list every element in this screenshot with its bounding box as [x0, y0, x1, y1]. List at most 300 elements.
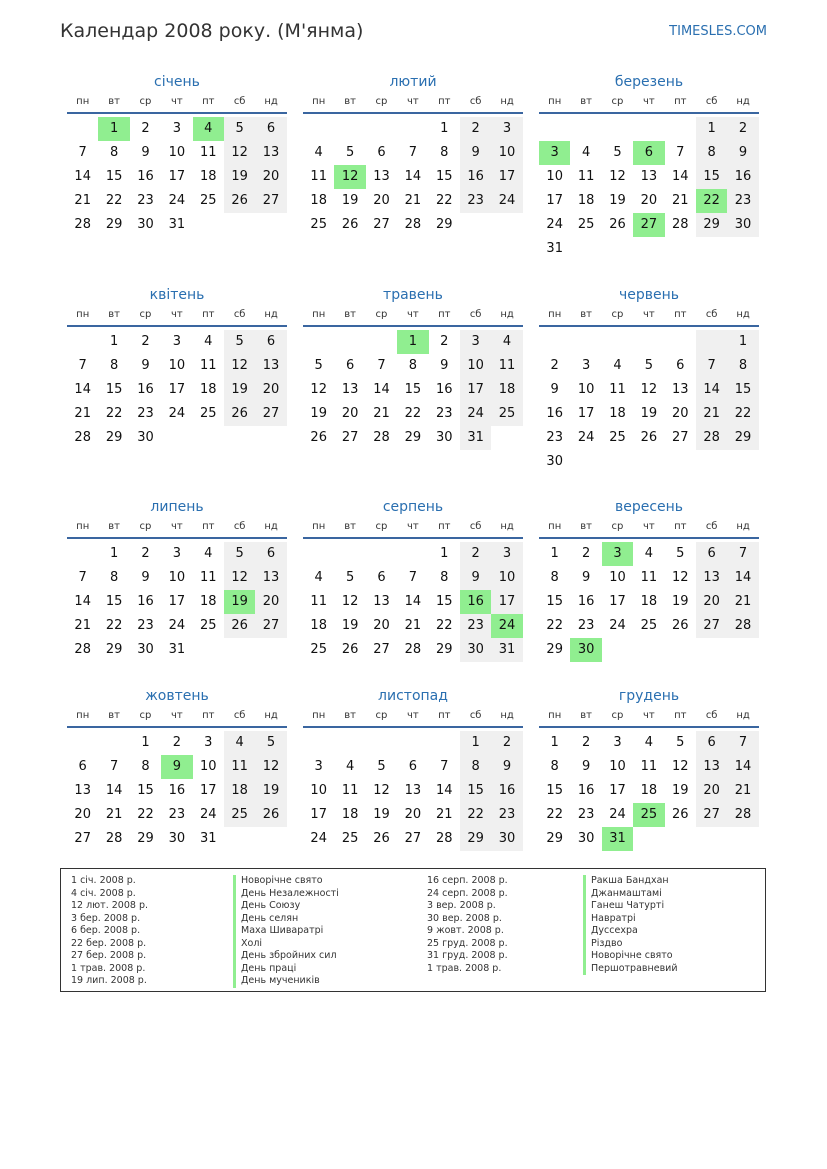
day-cell: 3: [491, 117, 522, 141]
day-cell: 18: [341, 807, 359, 822]
week-row: [303, 638, 523, 662]
day-cell: 26: [671, 618, 689, 633]
day-cell: 12: [224, 141, 255, 165]
empty-cell: [727, 450, 758, 474]
day-cell: 14: [404, 594, 422, 609]
day-cell: 5: [224, 117, 255, 141]
day-cell: 19: [373, 807, 390, 822]
empty-cell: [633, 117, 664, 141]
empty-cell: [602, 638, 633, 662]
weekday-label: пт: [438, 96, 451, 107]
month-7: [67, 497, 287, 662]
day-cell: 22: [105, 618, 123, 633]
day-cell: 14: [671, 169, 689, 184]
empty-cell: [67, 542, 98, 566]
day-cell: 22: [727, 402, 758, 426]
day-cell: 19: [671, 783, 689, 798]
day-cell: 27: [696, 614, 727, 638]
day-cell: 27: [404, 831, 422, 846]
empty-cell: [224, 827, 255, 851]
day-cell: 9: [141, 358, 150, 373]
day-cell: 17: [199, 783, 217, 798]
day-cell: 5: [255, 731, 286, 755]
week-row: [303, 803, 523, 827]
day-cell: 23: [137, 618, 154, 633]
weekday-label: вт: [108, 710, 120, 721]
weekday-label: ср: [611, 710, 624, 721]
weekday-label: чт: [407, 96, 419, 107]
day-cell: 23: [577, 618, 595, 633]
holiday-day: 12: [334, 165, 365, 189]
day-cell: 27: [255, 189, 286, 213]
week-row: [67, 402, 287, 426]
day-cell: 16: [137, 169, 154, 184]
day-cell: 26: [224, 189, 255, 213]
day-cell: 2: [141, 334, 150, 349]
day-cell: 28: [105, 831, 123, 846]
day-cell: 10: [460, 354, 491, 378]
week-row: [539, 450, 759, 474]
day-cell: 22: [404, 406, 422, 421]
weekday-label: нд: [264, 96, 278, 107]
day-cell: 30: [546, 454, 563, 469]
day-cell: 2: [141, 121, 150, 136]
empty-cell: [491, 213, 522, 237]
empty-cell: [193, 213, 224, 237]
day-cell: 19: [640, 406, 658, 421]
day-cell: 16: [546, 406, 563, 421]
weekday-label: сб: [705, 96, 718, 107]
week-row: [67, 141, 287, 165]
day-cell: 2: [727, 117, 758, 141]
day-cell: 16: [727, 165, 758, 189]
month-name: вересень: [614, 499, 684, 515]
day-cell: 9: [460, 566, 491, 590]
weekday-label: чт: [171, 710, 183, 721]
week-row: [539, 803, 759, 827]
day-cell: 10: [609, 570, 626, 585]
legend-entry: 1 січ. 2008 р.: [71, 875, 136, 886]
day-cell: 23: [460, 614, 491, 638]
day-cell: 5: [676, 546, 685, 561]
day-cell: 16: [137, 382, 154, 397]
day-cell: 9: [141, 145, 150, 160]
day-cell: 26: [224, 614, 255, 638]
day-cell: 6: [255, 542, 286, 566]
day-cell: 13: [255, 566, 286, 590]
day-cell: 2: [581, 546, 591, 561]
day-cell: 12: [373, 783, 390, 798]
day-cell: 6: [255, 330, 286, 354]
day-cell: 7: [408, 570, 417, 585]
day-cell: 6: [408, 759, 417, 774]
weekday-label: чт: [643, 710, 655, 721]
weekday-label: сб: [233, 96, 246, 107]
weekday-label: сб: [233, 521, 246, 532]
day-cell: 3: [581, 358, 591, 373]
day-cell: 14: [404, 169, 422, 184]
day-cell: 25: [199, 406, 217, 421]
day-cell: 28: [435, 831, 453, 846]
weekday-label: пт: [202, 309, 215, 320]
day-cell: 2: [460, 117, 491, 141]
day-cell: 18: [199, 382, 217, 397]
day-cell: 20: [255, 590, 286, 614]
day-cell: 14: [435, 783, 453, 798]
legend-entry: Новорічне свято: [233, 875, 339, 888]
day-cell: 18: [310, 618, 327, 633]
day-cell: 16: [168, 783, 186, 798]
day-cell: 26: [373, 831, 390, 846]
day-cell: 1: [460, 731, 491, 755]
day-cell: 5: [314, 358, 323, 373]
day-cell: 24: [609, 618, 626, 633]
week-row: [539, 779, 759, 803]
day-cell: 30: [460, 638, 491, 662]
week-row: [67, 827, 287, 851]
day-cell: 9: [491, 755, 522, 779]
day-cell: 5: [644, 358, 653, 373]
day-cell: 29: [460, 827, 491, 851]
weekday-label: вт: [580, 710, 592, 721]
week-row: [539, 638, 759, 662]
weekday-label: чт: [643, 96, 655, 107]
month-name: листопад: [378, 688, 448, 704]
day-cell: 15: [404, 382, 422, 397]
day-cell: 24: [168, 406, 186, 421]
day-cell: 12: [224, 354, 255, 378]
day-cell: 12: [640, 382, 658, 397]
weekday-label: вт: [580, 96, 592, 107]
weekday-header: [303, 305, 523, 327]
empty-cell: [696, 237, 727, 261]
empty-cell: [255, 426, 286, 450]
month-name: травень: [383, 287, 443, 303]
day-cell: 3: [460, 330, 491, 354]
day-cell: 15: [460, 779, 491, 803]
day-cell: 10: [168, 358, 186, 373]
day-cell: 28: [671, 217, 689, 232]
weekday-label: пн: [76, 521, 90, 532]
weekday-label: нд: [264, 521, 278, 532]
weekday-label: чт: [171, 309, 183, 320]
week-row: [539, 731, 759, 755]
empty-cell: [602, 117, 633, 141]
day-cell: 14: [727, 566, 758, 590]
empty-cell: [633, 330, 664, 354]
weekday-label: чт: [171, 521, 183, 532]
weekday-label: пн: [548, 309, 562, 320]
day-cell: 9: [727, 141, 758, 165]
legend-entry: Дуссехра: [583, 925, 678, 938]
day-cell: 15: [105, 169, 123, 184]
week-row: [303, 354, 523, 378]
empty-cell: [633, 827, 664, 851]
day-cell: 1: [440, 121, 449, 136]
legend-entry: День Союзу: [233, 900, 339, 913]
weekday-label: нд: [736, 521, 750, 532]
day-cell: 15: [435, 594, 453, 609]
day-cell: 25: [640, 618, 658, 633]
day-cell: 10: [491, 566, 522, 590]
weekday-label: нд: [500, 96, 514, 107]
legend-entry: Навратрі: [583, 913, 678, 926]
day-cell: 24: [546, 217, 563, 232]
day-cell: 23: [460, 189, 491, 213]
weekday-label: вт: [108, 521, 120, 532]
holiday-day: 19: [224, 590, 255, 614]
day-cell: 27: [373, 217, 390, 232]
day-cell: 22: [435, 193, 453, 208]
day-cell: 1: [727, 330, 758, 354]
day-cell: 29: [105, 642, 123, 657]
day-cell: 1: [109, 334, 119, 349]
day-cell: 10: [546, 169, 563, 184]
day-cell: 18: [199, 169, 217, 184]
day-cell: 22: [460, 803, 491, 827]
day-cell: 1: [696, 117, 727, 141]
empty-cell: [665, 638, 696, 662]
weekday-header: [67, 92, 287, 114]
legend-entry: 24 серп. 2008 р.: [427, 887, 508, 899]
brand-link[interactable]: TIMESLES.COM: [669, 24, 767, 39]
day-cell: 26: [609, 217, 626, 232]
day-cell: 12: [671, 570, 689, 585]
day-cell: 19: [341, 193, 359, 208]
weekday-label: чт: [643, 521, 655, 532]
day-cell: 31: [168, 217, 186, 232]
weekday-label: ср: [139, 521, 152, 532]
week-row: [303, 330, 523, 354]
day-cell: 1: [141, 735, 150, 750]
day-cell: 8: [550, 570, 559, 585]
week-row: [303, 426, 523, 450]
weekday-header: [303, 517, 523, 539]
legend-entry: Холі: [233, 938, 339, 951]
day-cell: 21: [74, 618, 91, 633]
day-cell: 14: [373, 382, 390, 397]
day-cell: 9: [550, 382, 559, 397]
day-cell: 14: [74, 169, 91, 184]
weekday-label: вт: [108, 96, 120, 107]
day-cell: 4: [314, 570, 323, 585]
day-cell: 13: [74, 783, 91, 798]
day-cell: 1: [440, 546, 449, 561]
day-cell: 28: [727, 614, 758, 638]
day-cell: 20: [255, 165, 286, 189]
day-cell: 1: [109, 546, 119, 561]
day-cell: 17: [310, 807, 327, 822]
day-cell: 21: [404, 618, 422, 633]
empty-cell: [696, 638, 727, 662]
empty-cell: [397, 731, 428, 755]
day-cell: 17: [168, 594, 186, 609]
week-row: [303, 213, 523, 237]
day-cell: 4: [613, 358, 622, 373]
week-row: [539, 354, 759, 378]
weekday-header: [539, 305, 759, 327]
week-row: [539, 827, 759, 851]
week-row: [303, 378, 523, 402]
day-cell: 25: [310, 642, 327, 657]
day-cell: 30: [137, 642, 154, 657]
day-cell: 23: [546, 430, 563, 445]
day-cell: 14: [696, 378, 727, 402]
month-name: січень: [154, 74, 200, 90]
weekday-label: ср: [375, 309, 388, 320]
day-cell: 10: [199, 759, 217, 774]
day-cell: 24: [310, 831, 327, 846]
day-cell: 4: [644, 735, 653, 750]
day-cell: 2: [141, 546, 150, 561]
day-cell: 27: [696, 803, 727, 827]
empty-cell: [665, 117, 696, 141]
day-cell: 7: [440, 759, 449, 774]
day-cell: 4: [491, 330, 522, 354]
empty-cell: [539, 330, 570, 354]
holiday-day: 24: [491, 614, 522, 638]
day-cell: 16: [435, 382, 453, 397]
day-cell: 9: [141, 570, 150, 585]
day-cell: 20: [696, 590, 727, 614]
weekday-label: сб: [705, 309, 718, 320]
day-cell: 22: [546, 618, 563, 633]
weekday-label: пн: [76, 96, 90, 107]
day-cell: 9: [460, 141, 491, 165]
empty-cell: [224, 638, 255, 662]
day-cell: 17: [546, 193, 563, 208]
empty-cell: [334, 542, 365, 566]
day-cell: 2: [460, 542, 491, 566]
page-title: Календар 2008 року. (М'янма): [60, 20, 364, 42]
weekday-label: нд: [500, 309, 514, 320]
weekday-label: ср: [375, 521, 388, 532]
weekday-label: пн: [548, 521, 562, 532]
empty-cell: [633, 237, 664, 261]
day-cell: 28: [696, 426, 727, 450]
holiday-day: 4: [193, 117, 224, 141]
holiday-day: 31: [602, 827, 633, 851]
day-cell: 7: [377, 358, 386, 373]
day-cell: 12: [671, 759, 689, 774]
day-cell: 8: [141, 759, 150, 774]
weekday-label: чт: [407, 521, 419, 532]
weekday-label: пн: [76, 710, 90, 721]
holiday-day: 1: [98, 117, 129, 141]
week-row: [303, 141, 523, 165]
weekday-label: ср: [611, 309, 624, 320]
day-cell: 3: [613, 735, 622, 750]
day-cell: 24: [168, 193, 186, 208]
legend-dates-col-1: [71, 875, 148, 988]
week-row: [67, 542, 287, 566]
weekday-header: [67, 305, 287, 327]
day-cell: 22: [435, 618, 453, 633]
day-cell: 31: [491, 638, 522, 662]
week-row: [67, 731, 287, 755]
day-cell: 31: [460, 426, 491, 450]
weekday-label: пн: [548, 96, 562, 107]
weekday-header: [539, 92, 759, 114]
day-cell: 20: [341, 406, 359, 421]
week-row: [67, 803, 287, 827]
day-cell: 24: [199, 807, 217, 822]
day-cell: 21: [435, 807, 453, 822]
week-row: [303, 542, 523, 566]
weekday-label: ср: [611, 96, 624, 107]
day-cell: 17: [609, 594, 626, 609]
weekday-label: ср: [139, 309, 152, 320]
day-cell: 21: [671, 193, 689, 208]
day-cell: 9: [440, 358, 449, 373]
empty-cell: [727, 827, 758, 851]
day-cell: 3: [204, 735, 213, 750]
day-cell: 8: [109, 145, 119, 160]
empty-cell: [334, 330, 365, 354]
day-cell: 19: [255, 779, 286, 803]
day-cell: 10: [310, 783, 327, 798]
day-cell: 1: [550, 735, 559, 750]
weekday-label: вт: [344, 710, 356, 721]
month-11: [303, 686, 523, 851]
day-cell: 23: [137, 193, 154, 208]
empty-cell: [665, 330, 696, 354]
day-cell: 11: [341, 783, 359, 798]
legend-entry: 3 бер. 2008 р.: [71, 912, 141, 924]
day-cell: 25: [224, 803, 255, 827]
legend-entry: День мучеників: [233, 975, 339, 988]
day-cell: 6: [377, 145, 386, 160]
week-row: [303, 827, 523, 851]
day-cell: 14: [727, 755, 758, 779]
week-row: [539, 542, 759, 566]
legend-entry: 25 груд. 2008 р.: [427, 937, 508, 949]
day-cell: 4: [224, 731, 255, 755]
day-cell: 29: [546, 642, 563, 657]
day-cell: 21: [727, 779, 758, 803]
empty-cell: [539, 117, 570, 141]
day-cell: 25: [577, 217, 595, 232]
day-cell: 8: [440, 145, 449, 160]
empty-cell: [397, 542, 428, 566]
day-cell: 27: [74, 831, 91, 846]
week-row: [67, 378, 287, 402]
legend-entry: 30 вер. 2008 р.: [427, 912, 502, 924]
day-cell: 13: [341, 382, 359, 397]
weekday-label: пт: [438, 521, 451, 532]
week-row: [67, 755, 287, 779]
empty-cell: [696, 827, 727, 851]
day-cell: 6: [78, 759, 87, 774]
day-cell: 15: [105, 594, 123, 609]
day-cell: 13: [640, 169, 658, 184]
day-cell: 31: [546, 241, 563, 256]
day-cell: 8: [109, 358, 119, 373]
legend-entry: 6 бер. 2008 р.: [71, 925, 141, 936]
empty-cell: [665, 450, 696, 474]
empty-cell: [429, 731, 460, 755]
weekday-label: нд: [264, 309, 278, 320]
empty-cell: [334, 117, 365, 141]
day-cell: 24: [460, 402, 491, 426]
day-cell: 15: [105, 382, 123, 397]
day-cell: 22: [105, 406, 123, 421]
day-cell: 15: [435, 169, 453, 184]
day-cell: 5: [345, 145, 355, 160]
day-cell: 7: [78, 570, 87, 585]
weekday-label: чт: [407, 710, 419, 721]
month-name: жовтень: [145, 688, 209, 704]
